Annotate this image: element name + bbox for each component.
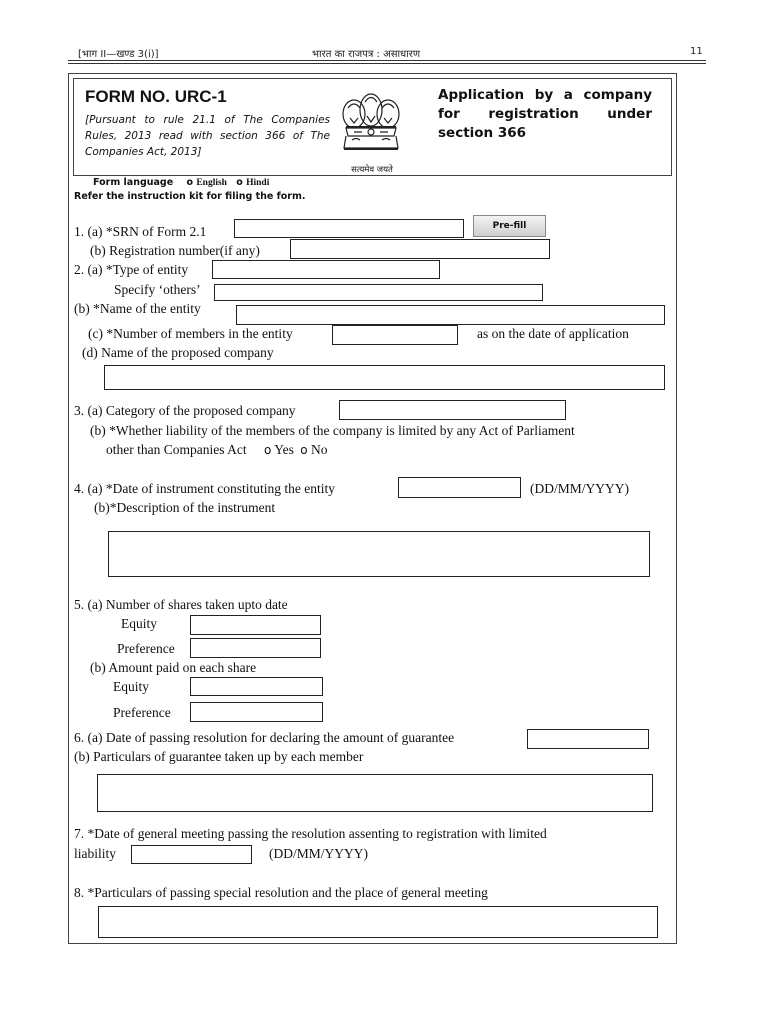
q4b-label: (b)*Description of the instrument: [94, 500, 276, 515]
q2c-label: (c) *Number of members in the entity: [88, 326, 293, 341]
radio-english-label: English: [196, 178, 227, 188]
instruction-text: Refer the instruction kit for filing the form.: [74, 191, 306, 202]
form-title: Application by a company for registration under section 366: [438, 87, 652, 141]
emblem-motto: सत्यमेव जयते: [351, 165, 393, 175]
q3b-label-line1: (b) *Whether liability of the members of the company is limited by any Act of Parliament: [90, 423, 575, 438]
national-emblem: [332, 88, 410, 176]
q7-date-format: (DD/MM/YYYY): [269, 846, 368, 861]
q2c-suffix: as on the date of application: [477, 326, 629, 341]
guarantee-resolution-date-input[interactable]: [527, 729, 649, 749]
q5b-preference-label: Preference: [113, 705, 171, 720]
company-category-select[interactable]: [339, 400, 566, 420]
header-rule: [68, 60, 706, 61]
q7-label-line1: 7. *Date of general meeting passing the resolution assenting to registration with limited: [74, 826, 547, 841]
form-language-label: Form language: [93, 177, 174, 188]
header-rule-2: [68, 63, 706, 64]
q5b-label: (b) Amount paid on each share: [90, 660, 257, 675]
instrument-date-input[interactable]: [398, 477, 521, 498]
form-language-row: [93, 177, 269, 188]
radio-no-label: No: [310, 442, 328, 457]
q5b-equity-label: Equity: [113, 679, 149, 694]
q3a-label: 3. (a) Category of the proposed company: [74, 403, 296, 418]
prefill-button[interactable]: Pre-fill: [473, 215, 546, 237]
srn-input[interactable]: [234, 219, 464, 238]
q6a-label: 6. (a) Date of passing resolution for declaring the amount of guarantee: [74, 730, 455, 745]
q1a-label: 1. (a) *SRN of Form 2.1: [74, 224, 207, 239]
q2d-label: (d) Name of the proposed company: [82, 345, 274, 360]
shares-preference-input[interactable]: [190, 638, 321, 658]
registration-number-input[interactable]: [290, 239, 550, 259]
radio-yes-label: Yes: [274, 442, 294, 457]
q5a-label: 5. (a) Number of shares taken upto date: [74, 597, 288, 612]
shares-equity-input[interactable]: [190, 615, 321, 635]
q1b-label: (b) Registration number(if any): [90, 243, 260, 258]
gazette-part-label: [भाग II—खण्ड 3(i)]: [78, 49, 159, 60]
entity-name-input[interactable]: [236, 305, 665, 325]
radio-yes[interactable]: o: [263, 443, 272, 457]
q2a-specify-label: Specify ‘others’: [114, 282, 201, 297]
form-number: FORM NO. URC-1: [85, 87, 227, 106]
radio-hindi-label: Hindi: [246, 178, 270, 188]
proposed-company-name-input[interactable]: [104, 365, 665, 390]
q4a-label: 4. (a) *Date of instrument constituting the entity: [74, 481, 335, 496]
others-specify-input[interactable]: [214, 284, 543, 301]
q5a-preference-label: Preference: [117, 641, 175, 656]
general-meeting-date-input[interactable]: [131, 845, 252, 864]
radio-english[interactable]: o: [186, 177, 194, 188]
q7-label-line2: liability: [74, 846, 116, 861]
q4a-date-format: (DD/MM/YYYY): [530, 481, 629, 496]
member-count-input[interactable]: [332, 325, 458, 345]
special-resolution-particulars-input[interactable]: [98, 906, 658, 938]
amount-equity-input[interactable]: [190, 677, 323, 696]
radio-no[interactable]: o: [300, 443, 308, 457]
rule-reference: [Pursuant to rule 21.1 of The Companies Rules, 2013 read with section 366 of The Companies Act, 2013]: [85, 114, 330, 158]
emblem-icon: [332, 88, 410, 176]
gazette-title: भारत का राजपत्र : असाधारण: [312, 49, 421, 60]
entity-type-select[interactable]: [212, 260, 440, 279]
q2b-label: (b) *Name of the entity: [74, 301, 201, 316]
q2a-label: 2. (a) *Type of entity: [74, 262, 189, 277]
q3b-row: [106, 442, 327, 458]
instrument-description-input[interactable]: [108, 531, 650, 577]
radio-hindi[interactable]: o: [236, 177, 243, 188]
q8-label: 8. *Particulars of passing special resolution and the place of general meeting: [74, 885, 488, 900]
page-number: 11: [690, 46, 703, 57]
q6b-label: (b) Particulars of guarantee taken up by each member: [74, 749, 364, 764]
guarantee-particulars-input[interactable]: [97, 774, 653, 812]
q3b-label-line2: other than Companies Act: [106, 442, 247, 457]
amount-preference-input[interactable]: [190, 702, 323, 722]
q5a-equity-label: Equity: [121, 616, 157, 631]
